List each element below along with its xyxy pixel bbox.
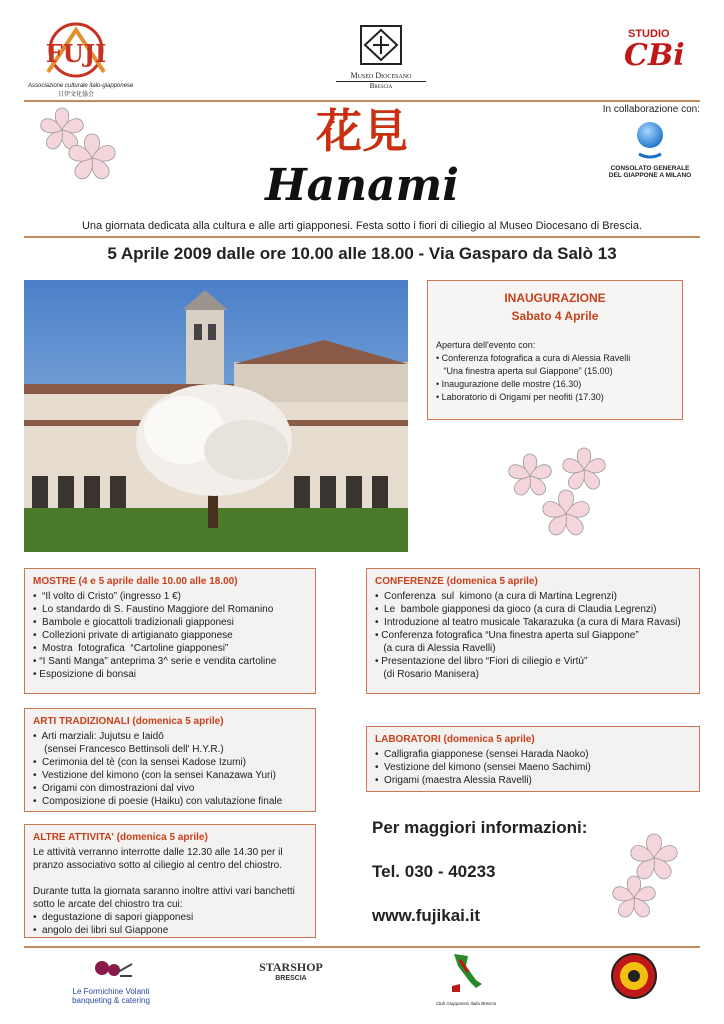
sponsor-formichine	[56, 954, 166, 1005]
list-item: • Conferenza sul kimono (a cura di Martina Legrenzi)	[375, 591, 617, 602]
laboratori-list	[375, 748, 691, 787]
list-item: • Bambole e giocattoli tradizionali giapponesi	[33, 617, 234, 628]
formichine-sub: banqueting & catering	[72, 996, 150, 1005]
italia-caption: Club Giapponesi Italia Brescia	[435, 1001, 497, 1006]
fujikai-logo-sub: 日伊文化協会	[57, 92, 94, 98]
list-item: • Origami (maestra Alessia Ravelli)	[375, 775, 532, 786]
altre-p2: Durante tutta la giornata saranno inoltre attivi vari banchetti sotto le arcate del chiostro tra cui:	[33, 886, 295, 910]
list-item: • Laboratorio di Origami per neofiti (17.30)	[436, 392, 604, 402]
consolato-globe-icon	[633, 120, 667, 160]
studio-label: STUDIO	[628, 28, 670, 40]
museo-city: Brescia	[369, 82, 393, 90]
list-item: • Vestizione del kimono (sensei Maeno Sachimi)	[375, 762, 591, 773]
starshop-name: STARSHOP	[259, 960, 323, 974]
sponsor-starshop	[256, 960, 326, 982]
cherry-blossom-icon	[600, 826, 692, 926]
cloister-photo	[24, 280, 408, 552]
list-item: (a cura di Alessia Ravelli)	[375, 643, 496, 654]
list-item: • “I Santi Manga” anteprima 3^ serie e vendita cartoline	[33, 656, 277, 667]
list-item: • Arti marziali: Jujutsu e Iaidō	[33, 731, 164, 742]
list-item: • Presentazione del libro “Fiori di ciliegio e Virtù”	[375, 656, 588, 667]
list-item: • Composizione di poesie (Haiku) con valutazione finale	[33, 796, 283, 807]
intro-divider	[24, 236, 700, 238]
fujikai-logo	[28, 22, 134, 98]
altre-box	[24, 824, 316, 938]
footer-divider	[24, 946, 700, 948]
ant-icon	[88, 954, 134, 982]
italy-map-icon	[446, 952, 486, 996]
list-item: • Lo standardo di S. Faustino Maggiore del Romanino	[33, 604, 274, 615]
list-item: • Mostra fotografica “Cartoline giapponesi”	[33, 643, 229, 654]
list-item: • Calligrafia giapponese (sensei Harada Naoko)	[375, 749, 589, 760]
altre-p1: Le attività verranno interrotte dalle 12.30 alle 14.30 per il pranzo associativo sotto al ciliegio al centro del chiostro.	[33, 847, 283, 871]
altre-title: ALTRE ATTIVITA' (domenica 5 aprile)	[33, 832, 208, 843]
list-item: • Vestizione del kimono (con la sensei Kanazawa Yuri)	[33, 770, 276, 781]
event-headline: 5 Aprile 2009 dalle ore 10.00 alle 18.00 - Via Gasparo da Salò 13	[107, 244, 617, 263]
consolato-line2: DEL GIAPPONE A MILANO	[608, 172, 692, 179]
sponsor-italia	[434, 952, 498, 1006]
cherry-blossom-cluster-icon	[500, 440, 620, 544]
altre-list	[33, 911, 307, 937]
laboratori-box	[366, 726, 700, 792]
mostre-title: MOSTRE (4 e 5 aprile dalle 10.00 alle 18.00)	[33, 576, 238, 587]
list-item: (di Rosario Manisera)	[375, 669, 479, 680]
laboratori-title: LABORATORI (domenica 5 aprile)	[375, 734, 535, 745]
inaugurazione-box	[427, 280, 683, 420]
studio-mark: CBi	[624, 38, 685, 73]
mostre-list	[33, 590, 307, 681]
list-item: • Inaugurazione delle mostre (16.30)	[436, 379, 582, 389]
svg-text:FUJI: FUJI	[45, 39, 107, 68]
list-item: (sensei Francesco Bettinsoli dell' H.Y.R.)	[33, 744, 224, 755]
list-item: • Introduzione al teatro musicale Takarazuka (a cura di Mara Ravasi)	[375, 617, 681, 628]
museo-emblem-icon	[359, 24, 403, 66]
list-item: “Una finestra aperta sul Giappone” (15.00)	[436, 366, 613, 376]
conferenze-list	[375, 590, 691, 681]
sponsor-round-logo	[610, 952, 658, 1000]
list-item: • degustazione di sapori giapponesi	[33, 912, 194, 923]
list-item: • Le bambole giapponesi da gioco (a cura di Claudia Legrenzi)	[375, 604, 657, 615]
starshop-city: BRESCIA	[275, 975, 307, 982]
info-phone[interactable]: Tel. 030 - 40233	[372, 862, 496, 881]
inaugurazione-date: Sabato 4 Aprile	[511, 309, 599, 323]
intro-text: Una giornata dedicata alla cultura e alle arti giapponesi. Festa sotto i fiori di ciliegio al Museo Diocesano di Brescia.	[81, 220, 643, 232]
fujikai-logo-text: Associazione culturale italo-giapponese	[28, 83, 134, 89]
inaugurazione-title: INAUGURAZIONE	[504, 291, 606, 305]
inaugurazione-list	[436, 352, 674, 404]
consolato-logo	[600, 120, 700, 179]
museo-diocesano-logo	[336, 24, 426, 94]
title-kanji: 花見	[316, 104, 408, 158]
inaugurazione-intro: Apertura dell'evento con:	[436, 340, 536, 350]
arti-box	[24, 708, 316, 812]
consolato-line1: CONSOLATO GENERALE	[610, 165, 690, 172]
museo-name: Museo Diocesano	[336, 71, 426, 82]
list-item: • Conferenza fotografica a cura di Alessia Ravelli	[436, 353, 631, 363]
arti-title: ARTI TRADIZIONALI (domenica 5 aprile)	[33, 716, 224, 727]
list-item: • Conferenza fotografica “Una finestra aperta sul Giappone”	[375, 630, 639, 641]
list-item: • “Il volto di Cristo” (ingresso 1 €)	[33, 591, 181, 602]
list-item: • Cerimonia del tè (con la sensei Kadose Izumi)	[33, 757, 247, 768]
conferenze-title: CONFERENZE (domenica 5 aprile)	[375, 576, 538, 587]
mostre-box	[24, 568, 316, 694]
conferenze-box	[366, 568, 700, 694]
arti-list	[33, 730, 307, 808]
title-hanami: Hanami	[265, 160, 459, 211]
list-item: • Collezioni private di artigianato giapponese	[33, 630, 233, 641]
info-website-link[interactable]: www.fujikai.it	[372, 906, 480, 925]
list-item: • Esposizione di bonsai	[33, 669, 137, 680]
header-divider	[24, 100, 700, 102]
info-title: Per maggiori informazioni:	[372, 818, 588, 837]
list-item: • angolo dei libri sul Giappone	[33, 925, 169, 936]
studio-cbi-logo	[624, 28, 694, 88]
list-item: • Origami con dimostrazioni dal vivo	[33, 783, 195, 794]
collab-label: In collaborazione con:	[602, 104, 700, 115]
cherry-blossom-icon	[30, 102, 125, 190]
formichine-name: Le Formichine Volanti	[72, 987, 150, 996]
